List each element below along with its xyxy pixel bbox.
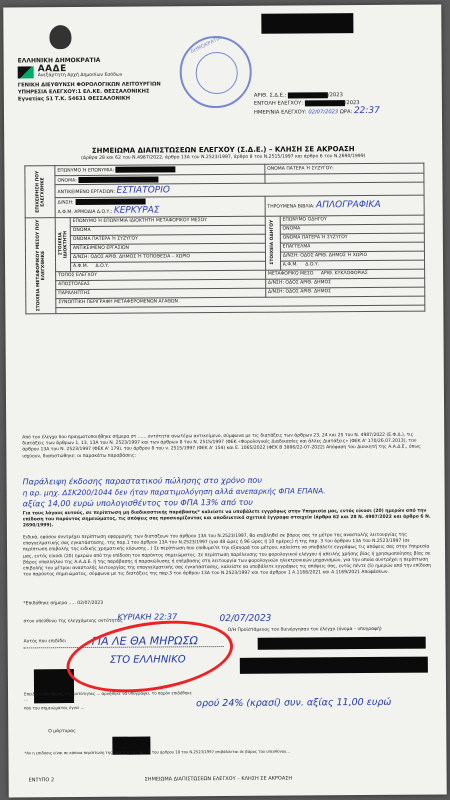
vehicle-section-label: ΣΤΟΙΧΕΙΑ ΜΕΤΑΦΟΡΙΚΟΥ ΜΕΣΟΥ ΠΟΥ ΕΛΕΓΧΘΗΚΕ [25, 217, 56, 313]
driver-address: Δ/ΝΣΗ: ΟΔΟΣ ΑΡΙΘ. ΔΗΜΟΣ Ή ΧΩΡΙΟ [280, 251, 424, 261]
paraliptis-address: Δ/ΝΣΗ: ΟΔΟΣ ΑΡΙΘ. ΔΗΜΟΣ [265, 287, 424, 297]
business-section-label: ΕΠΙΧΕΙΡΗΣΗ ΠΟΥ ΕΛΕΓΧΘΗΚΕ [25, 166, 55, 218]
document-page [3, 4, 447, 797]
paragraph-findings: Από τον έλεγχο που πραγματοποιήθηκε σήμερα στ ...... οντότητα ανωτέρω αντικείμενο, σύμφωνα με τις διατάξεις των άρθρων 23, 24 και 25 του Ν. 4987/2022 (Ε.Φ.Δ.), τις διατάξεις των άρθρων 1, 13, 13Α του Ν. 2523/1997 και των άρθρων 8 του Ν. 2515/1997 (ΦΕΚ «Φορολογικές Διαδικασίες και άλλες Διατάξεις» (ΦΕΚ Α' 170/26.07.2013), του άρθρου 13Α του Ν. 2523/1997 (ΦΕΚ Α' 179), του άρθρου 8 του ν. 2515/1997 (ΦΕΚ Α' 154) και Ε. 1065/2022 (ΦΕΚ Β 3886/22-07-2022) Απόφαση του Διοικητή της Α.Α.Δ.Ε., όπως ισχύουν, διαπιστώθηκε: οι παρακάτω παραβάσεις: [22, 432, 421, 460]
redaction-block [305, 100, 345, 106]
official-stamp [179, 36, 252, 109]
witness-label: Ο μάρτυρας [48, 729, 76, 735]
epidothike: *Επιδόθηκε σήμερα ..... 02/07/2023 [23, 600, 104, 607]
control-refs [254, 91, 380, 117]
service: ΥΠΗΡΕΣΙΑ ΕΛΕΓΧΟΥ:1 ΕΛ.ΚΕ. ΘΕΣΣΑΛΟΝΙΚΗΣ [17, 88, 150, 95]
business-onoma: ΟΝΟΜΑ: [55, 174, 265, 185]
redaction-block [261, 13, 353, 34]
handwritten-date-right: 02/07/2023 [219, 613, 272, 625]
vivlia-handwritten: ΑΠΛΟΓΡΑΦΙΚΑ [316, 200, 381, 211]
paraliptis: ΠΑΡΑΛΗΠΤΗΣ [56, 288, 266, 298]
aade-name: ΑΑΔΕ [37, 64, 67, 75]
driver-onoma: ΟΝΟΜΑ [280, 224, 424, 234]
antikeimeno-handwritten: ΕΣΤΙΑΤΟΡΙΟ [116, 185, 170, 196]
driver-name: ΕΠΩΝΥΜΟ ΟΔΗΓΟΥ [280, 215, 424, 225]
entoli-value: /2023 [344, 100, 360, 107]
document-subtitle: (άρθρα 28 και 62 του Ν.4987/2022, άρθρο 13Α του Ν.2523/1997, άρθρο 8 του Ν.2515/1997 και άρθρο 6 του Ν.2690/1999) [81, 154, 366, 161]
redaction-block [75, 199, 145, 205]
small-note-2: που του σημειώματος έγινε ... [24, 704, 85, 711]
aade-full-name: Ανεξάρτητη Αρχή Δημοσίων Εσόδων [37, 72, 123, 79]
fine-print: *Αν η επιδοσις είναι σε κάποια περίπτωση της παρ. 7 ή της παρ. 8 του άρθρου 18 του Ν.2523/1997 επιβάλλεται σε βάρος του υπευθύνου... [24, 748, 290, 756]
time-label: ΩΡΑ: [339, 109, 353, 116]
form-number: ΕΝΤΥΠΟ 2 [28, 777, 55, 784]
control-form [24, 163, 425, 314]
small-note-1: Επειδή ο υπεύθυνος της οντότητας ... αρνήθηκε να υπογράψει, το παρόν επιδόθηκε ... [24, 690, 192, 702]
directorate: ΓΕΝΙΚΗ ΔΙΕΥΘΥΝΣΗ ΦΟΡΟΛΟΓΙΚΩΝ ΛΕΙΤΟΥΡΓΙΩΝ [17, 80, 161, 88]
address: Εγνατίας 51 Τ.Κ. 54631 ΘΕΣΣΑΛΟΝΙΚΗ [17, 95, 131, 102]
owner-antikeimeno: ΑΝΤΙΚΕΙΜΕΝΟ ΕΡΓΑΣΙΩΝ [70, 243, 265, 253]
driver-epaggelma: ΕΠΑΓΓΕΛΜΑ [280, 242, 424, 252]
redaction-block [258, 637, 426, 650]
footer-title: ΣΗΜΕΙΩΜΑ ΔΙΑΠΙΣΤΩΣΕΩΝ ΕΛΕΓΧΟΥ – ΚΛΗΣΗ ΣΕ ΑΚΡΟΑΣΗ [144, 775, 293, 783]
handwritten-day: ΚΥΡΙΑΚΗ 22:37 [117, 612, 178, 622]
paragraph-suspension: Ειδικά, εφόσον συντρέχει περίπτωση εφαρμογής των διατάξεων του άρθρου 13Α του Ν.2523/1997, θα επιβληθεί σε βάρος σας το μέτρο της αναστολής λειτουργίας της επαγγελματικής σας εγκατάστασης, της παρ.1 του άρθρου 13Α του Ν.2523/1997 (για 48 ώρες ή 96 ώρες ή 10 ημέρες) ή της παρ. 3 του άρθρου 13Α του Ν.2523/1997 (σε περίπτωση επιβολής της ειδικής χρηματικής κύρωσης...) Σε περίπτωση που επιθυμείτε την εξαγορά του μέτρου, καλείστε να υποβάλετε εγγράφως τις απόψεις σας στην Υπηρεσία μας, εντός είκοσι (20) ημερών από την επίδοση του παρόντος σημειώματος. Σε περίπτωση παρέλευσης του φορολογικού ελέγχου ή απειλής χρήσης βίας ή χρησιμοποίησης βίας σε βάρος υπαλλήλου της Α.Α.Δ.Ε. ή της παράβασης ή παρακώλυσης ή επέμβασης στη λειτουργία των φορολογικών ηλεκτρονικών μηχανισμών, για την οποία συντρέχει η περίπτωση επιβολής του μέτρου αναστολής λειτουργίας της επαγγελματικής σας εγκατάστασης, καλείστε να υποβάλετε εγγράφως τις απόψεις σας, εντός πέντε (5) ημερών από την επίδοση του παρόντος σημειώματος, σύμφωνα με τις διατάξεις της παρ.3 του άρθρου 13Α του Ν.2523/1997 και του άρθρου 1 Α.1166/2021 και Α.1169/2021 Αποφάσεων. [22, 532, 432, 578]
handwritten-line-2: η αρ. μηχ. ΔΣΚ200/1044 δεν ήταν παρατιμολόγηση αλλά ανεπαρκής ΦΠΑ ΕΠΑΝΑ. [22, 486, 326, 498]
time-value: 22:37 [353, 105, 380, 117]
handwritten-circled-2: ΣΤΟ ΕΛΛΗΝΙΚΟ [109, 654, 186, 666]
owner-address: Δ/ΝΣΗ: ΟΔΟΣ ΑΡΙΘ. ΔΗΜΟΣ Ή ΤΟΠΟΘΕΣΙΑ – ΧΩΡΙΟ [70, 252, 265, 262]
handwritten-bottom: ορού 24% (κρασί) συν. αξίας 11,00 ευρώ [196, 696, 392, 710]
entoli-label: ΕΝΤΟΛΗ ΕΛΕΓΧΟΥ: [253, 100, 304, 107]
topos-elegxou: ΤΟΠΟΣ ΕΛΕΓΧΟΥ [56, 270, 266, 280]
business-onoma-patera: ΟΝΟΜΑ ΠΑΤΕΡΑ Ή ΣΥΖΥΓΟΥ: [265, 163, 424, 174]
redaction-block [288, 92, 328, 98]
redaction-block [116, 166, 176, 172]
handwritten-circled-1: ΓΙΑ ΛΕ ΘΑ ΜΗΡΩΣΩ [91, 634, 198, 648]
owner-afm: Α.Φ.Μ. Δ.Ο.Υ. [71, 261, 266, 271]
metaforiko-meso: ΜΕΤΑΦΟΡΙΚΟ ΜΕΣΟ ΑΡΙΘ. ΚΥΚΛΟΦΟΡΙΑΣ [265, 269, 424, 279]
driver-afm: Α.Φ.Μ. Δ.Ο.Υ. [280, 260, 424, 270]
sign-left-label: στον υπεύθυνο της ελεγχόμενης οντότητας [23, 618, 123, 625]
document-title: ΣΗΜΕΙΩΜΑ ΔΙΑΠΙΣΤΩΣΕΩΝ ΕΛΕΓΧΟΥ (Σ.Δ.Ε.) – ΚΛΗΣΗ ΣΕ ΑΚΡΟΑΣΗ [91, 145, 355, 155]
redaction-block [78, 176, 158, 183]
aade-brand [18, 65, 188, 79]
doy-handwritten: ΚΕΡΚΥΡΑΣ [113, 204, 160, 216]
owner-onoma: ΟΝΟΜΑ [70, 225, 265, 235]
business-vivlia: ΤΗΡΟΥΜΕΝΑ ΒΙΒΛΙΑ: ΑΠΛΟΓΡΑΦΙΚΑ [265, 195, 424, 216]
date-label: ΗΜΕΡ/ΝΙΑ ΕΛΕΓΧΟΥ: [253, 109, 307, 116]
apostoleas-address: Δ/ΝΣΗ: ΟΔΟΣ ΑΡΙΘ. ΔΗΜΟΣ [265, 278, 424, 288]
stamp-text: ΔΗΜΟΚΡΑΤΙΑ [189, 35, 223, 55]
aade-logo-icon [18, 67, 34, 79]
business-antikeimeno: ΑΝΤΙΚΕΙΜΕΝΟ ΕΡΓΑΣΙΩΝ: ΕΣΤΙΑΤΟΡΙΟ [55, 182, 424, 198]
officials-label: Ο/Η Προϊστάμενος του διενέργησαν τον έλεγχο (όνομα – υπογραφή) [227, 626, 382, 633]
owner-section-label: ΣΤΟΙΧΕΙΑ ΙΔΙΟΚΤΗΤΗ [55, 217, 70, 271]
agency-header [17, 34, 187, 103]
autos-label: Αυτός που επιδίδει [23, 639, 67, 645]
redaction-block [240, 657, 428, 674]
driver-section-label: ΣΤΟΙΧΕΙΑ ΟΔΗΓΟΥ [265, 216, 280, 270]
handwritten-line-1: Παράλειψη έκδοσης παραστατικού πώλησης στο χρόνο που [22, 475, 262, 487]
handwritten-line-3: αξίας 14,00 ευρώ υπολογισθέντος του ΦΠΑ 13% από του [22, 497, 253, 509]
business-afm: Δ/ΝΣΗ: Α.Φ.Μ. ΑΡΜΟΔΙΑ Δ.Ο.Υ.: ΚΕΡΚΥΡΑΣ [55, 196, 265, 217]
goods-description: ΣΥΝΟΠΤΙΚΗ ΠΕΡΙΓΡΑΦΗ ΜΕΤΑΦΕΡΟΜΕΝΩΝ ΑΓΑΘΩΝ [56, 296, 425, 308]
business-eponymo: ΕΠΩΝΥΜΟ Ή ΕΠΩΝΥΜΙΑ: [55, 164, 265, 175]
date-value: 02/07/2023 [308, 109, 339, 116]
arith-value: /2023 [327, 92, 343, 99]
owner-name: ΕΠΩΝΥΜΟ Ή ΕΠΩΝΥΜΙΑ ΙΔΙΟΚΤΗΤΗ ΜΕΤΑΦΟΡΙΚΟΥ ΜΕΣΟΥ [70, 216, 265, 226]
owner-onoma-patera: ΟΝΟΜΑ ΠΑΤΕΡΑ Ή ΣΥΖΥΓΟΥ [70, 234, 265, 244]
apostoleas: ΑΠΟΣΤΟΛΕΑΣ [56, 279, 266, 289]
republic-label: ΕΛΛΗΝΙΚΗ ΔΗΜΟΚΡΑΤΙΑ [17, 56, 101, 65]
driver-onoma-patera: ΟΝΟΜΑ ΠΑΤΕΡΑ Ή ΣΥΖΥΓΟΥ [280, 233, 424, 243]
paragraph-summons: Για τους λόγους αυτούς, σε περίπτωση μη διαδικαστικής παράβασης* καλείστε να υποβάλετε εγγράφως στην Υπηρεσία μας, εντός είκοσι (20) ημερών από την επίδοση του παρόντος σημειώματος, τις απόψεις σας προσκομίζοντας και αποδεικτικά σχετικά έγγραφα στοιχεία (άρθρα 62 και 28 Ν. 4987/2022 και άρθρο 6 Ν. 2690/1999). [22, 508, 431, 529]
arith-label: ΑΡΙΘ. Σ.Δ.Ε.: [253, 92, 287, 99]
